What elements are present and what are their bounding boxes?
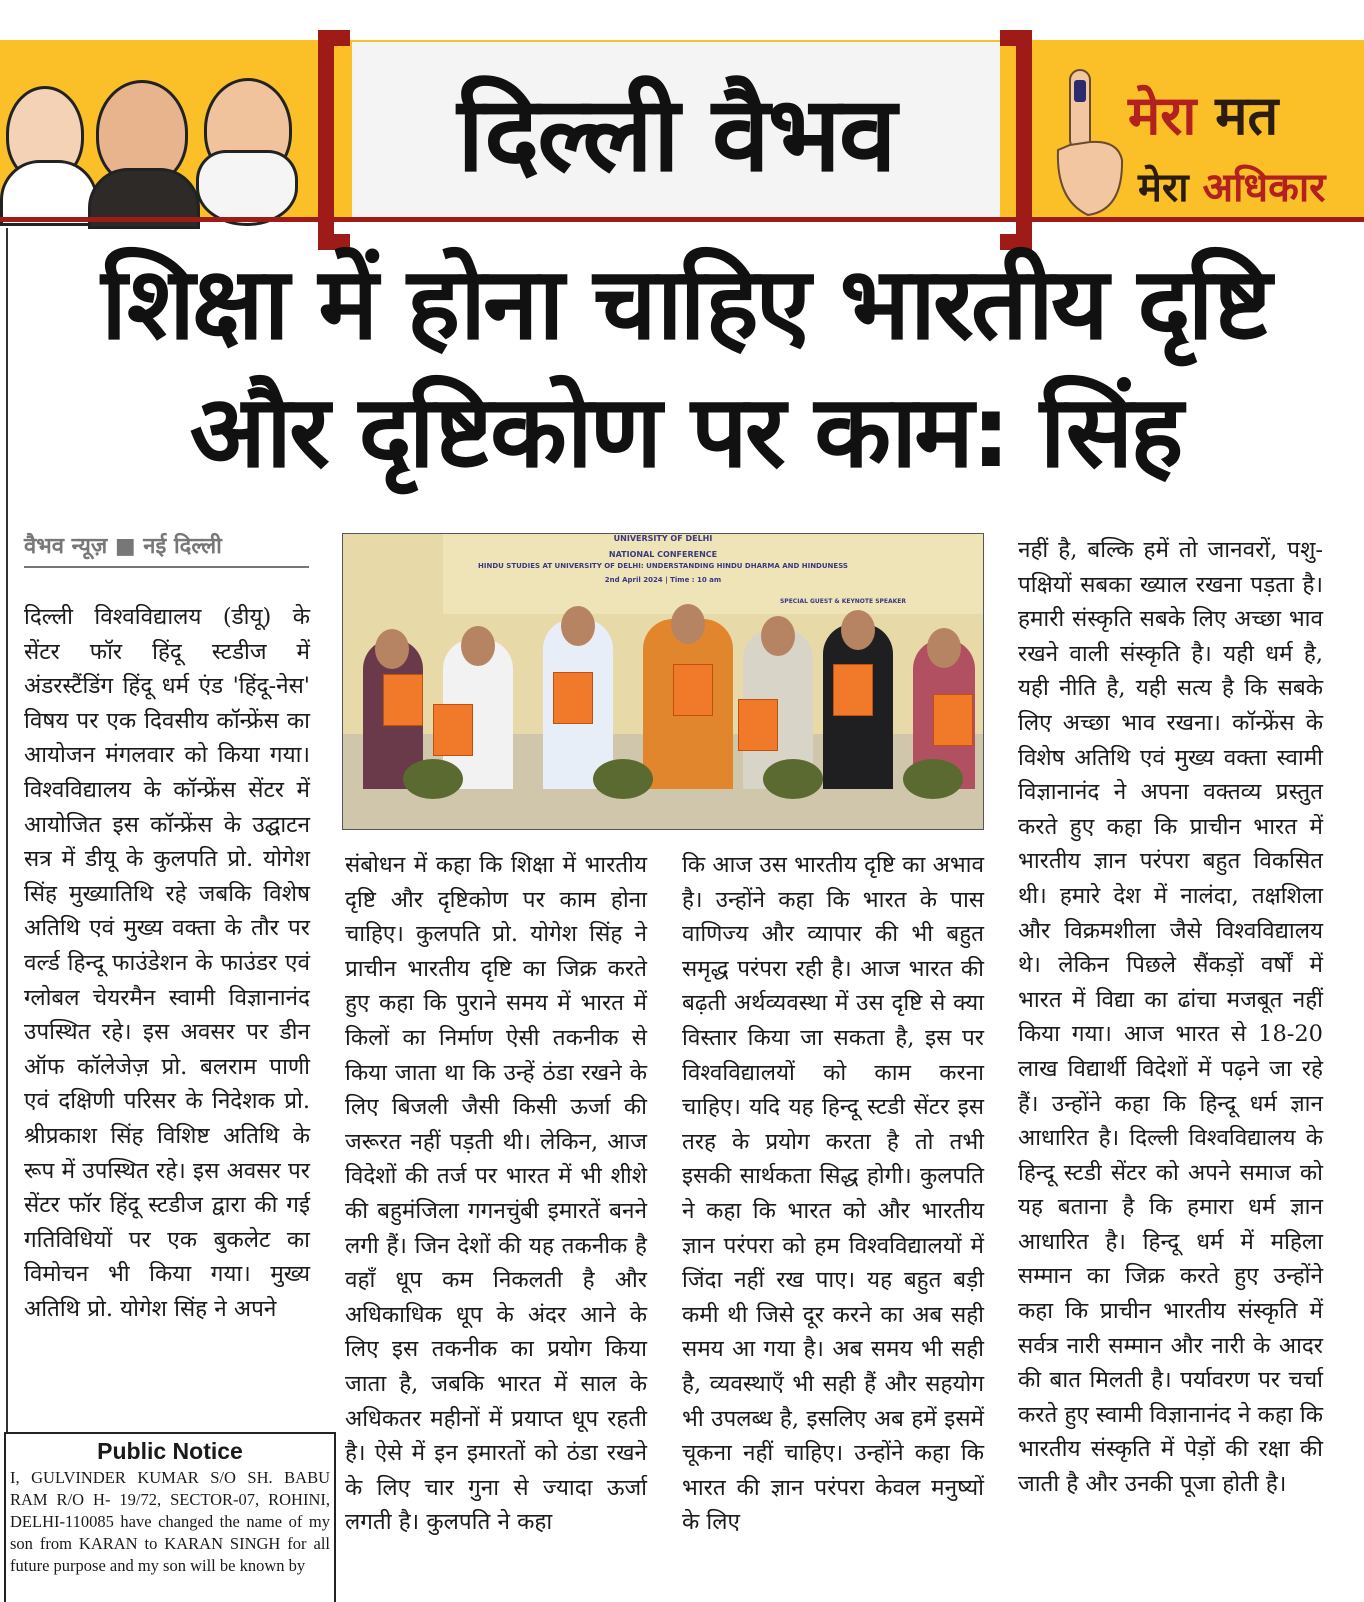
flower-pot	[903, 759, 963, 799]
banner-conference: NATIONAL CONFERENCE	[608, 550, 718, 559]
person-head	[761, 616, 795, 656]
vote-campaign-logo	[1048, 40, 1364, 218]
booklet	[383, 674, 423, 726]
headline-line-1: शिक्षा में होना चाहिए भारतीय दृष्टि	[101, 245, 1269, 362]
flower-pot	[403, 759, 463, 799]
public-notice-body: I, GULVINDER KUMAR S/O SH. BABU RAM R/O H- 19/72, SECTOR-07, ROHINI, DELHI-110085 have changed the name of my son from KARAN to KARAN SINGH for all future purpose and my son will be known by	[10, 1468, 330, 1575]
booklet	[833, 664, 873, 716]
banner-university: UNIVERSITY OF DELHI	[613, 534, 713, 543]
article-column-1: दिल्ली विश्वविद्यालय (डीयू) के सेंटर फॉर हिंदू स्टडीज में अंडरस्टैंडिंग हिंदू धर्म एंड 'हिंदू-नेस' विषय पर एक दिवसीय कॉन्फ्रेंस का आयोजन मंगलवार को किया गया। विश्वविद्यालय के कॉन्फ्रेंस सेंटर में आयोजित इस कॉन्फ्रेंस के उद्घाटन सत्र में डीयू के कुलपति प्रो. योगेश सिंह मुख्यातिथि रहे जबकि विशेष अतिथि एवं मुख्य वक्ता के तौर पर वर्ल्ड हिन्दू फाउंडेशन के फाउंडर एवं ग्लोबल चेयरमैन स्वामी विज्ञानानंद उपस्थित रहे। इस अवसर पर डीन ऑफ कॉलेजेज़ प्रो. बलराम पाणी एवं दक्षिणी परिसर के निदेशक प्रो. श्रीप्रकाश सिंह विशिष्ट अतिथि के रूप में उपस्थित रहे। इस अवसर पर सेंटर फॉर हिंदू स्टडीज द्वारा की गई गतिविधियों पर एक बुकलेट का विमोचन भी किया गया। मुख्य अतिथि प्रो. योगेश सिंह ने अपने	[24, 604, 310, 1322]
person-head	[671, 604, 705, 644]
flower-pot	[763, 759, 823, 799]
public-notice-title: Public Notice	[97, 1438, 243, 1464]
booklet	[673, 664, 713, 716]
masthead-title: दिल्ली वैभव	[457, 72, 895, 195]
person-head	[927, 628, 961, 668]
flower-pot	[593, 759, 653, 799]
article-column-4: नहीं है, बल्कि हमें तो जानवरों, पशु-पक्षियों सबका ख्याल रखना पड़ता है। हमारी संस्कृति सबके लिए अच्छा भाव रखने वाली संस्कृति है। यही धर्म है, यही नीति है, यही सत्य है कि सबके लिए अच्छा भाव रखना। कॉन्फ्रेंस के विशेष अतिथि एवं मुख्य वक्ता स्वामी विज्ञानानंद ने अपना वक्तव्य प्रस्तुत करते हुए कहा कि प्राचीन भारत में भारतीय ज्ञान परंपरा बहुत विकसित थी। हमारे देश में नालंदा, तक्षशिला और विक्रमशीला जैसे विश्वविद्यालय थे। लेकिन पिछले सैंकड़ों वर्षों में भारत में विद्या का ढांचा मजबूत नहीं किया गया। आज भारत से 18-20 लाख विद्यार्थी विदेशों में पढ़ने जा रहे हैं। उन्होंने कहा कि हिन्दू धर्म ज्ञान आधारित है। दिल्ली विश्वविद्यालय के हिन्दू स्टडी सेंटर को अपने समाज को यह बताना है कि हमारा धर्म ज्ञान आधारित है। हिन्दू धर्म में महिला सम्मान का जिक्र करते हुए उन्होंने कहा कि प्राचीन भारतीय संस्कृति में सर्वत्र नारी सम्मान और नारी के आदर की बात मिलती है। पर्यावरण पर चर्चा करते हुए स्वामी विज्ञानानंद ने कहा कि भारतीय संस्कृति में पेड़ों की रक्षा की जाती है और उनकी पूजा होती है।	[1018, 537, 1323, 1498]
booklet	[738, 699, 778, 751]
byline: वैभव न्यूज़ ■ नई दिल्ली	[24, 530, 309, 568]
person-head	[841, 610, 875, 650]
booklet	[933, 694, 973, 746]
left-column-rule	[6, 228, 8, 1434]
article-headline	[20, 240, 1350, 496]
slogan-mera-1: मेरा	[1128, 84, 1197, 147]
person-head	[375, 629, 409, 669]
article-column-3: कि आज उस भारतीय दृष्टि का अभाव है। उन्होंने कहा कि भारत के पास वाणिज्य और व्यापार की भी बहुत समृद्ध परंपरा रही है। आज भारत की बढ़ती अर्थव्यवस्था में उस दृष्टि से क्या विस्तार किया जा सकता है, इस पर विश्वविद्यालयों को काम करना चाहिए। यदि यह हिन्दू स्टडी सेंटर इस तरह के प्रयोग करता है तो तभी इसकी सार्थकता सिद्ध होगी। कुलपति ने कहा कि भारत को और भारतीय ज्ञान परंपरा को हम विश्वविद्यालयों में जिंदा नहीं रख पाए। यह बहुत बड़ी कमी थी जिसे दूर करने का अब सही समय आ गया है। अब समय भी सही है, व्यवस्थाएँ भी सही हैं और सहयोग भी उपलब्ध है, इसलिए अब हमें इसमें चूकना नहीं चाहिए। उन्होंने कहा कि भारत की ज्ञान परंपरा केवल मनुष्यों के लिए	[682, 852, 984, 1536]
banner-date: 2nd April 2024 | Time : 10 am	[604, 576, 722, 584]
masthead-rule	[0, 217, 1364, 222]
leaders-caricature-illustration	[0, 60, 300, 215]
booklet	[553, 672, 593, 724]
article-column-2: संबोधन में कहा कि शिक्षा में भारतीय दृष्टि और दृष्टिकोण पर काम होना चाहिए। कुलपति प्रो. योगेश सिंह ने प्राचीन भारतीय दृष्टि का जिक्र करते हुए कहा कि पुराने समय में भारत में किलों का निर्माण ऐसी तकनीक से किया जाता था कि उन्हें ठंडा रखने के लिए बिजली जैसी किसी ऊर्जा की जरूरत नहीं पड़ती थी। लेकिन, आज विदेशों की तर्ज पर भारत में भी शीशे की बहुमंजिला गगनचुंबी इमारतें बनने लगी हैं। जिन देशों की यह तकनीक है वहाँ धूप कम निकलती है और अधिकाधिक धूप के अंदर आने के लिए इस तकनीक का प्रयोग किया जाता है, जबकि भारत में साल के अधिकतर महीनों में प्रयाप्त धूप रहती है। ऐसे में इन इमारतों को ठंडा रखने के लिए चार गुना से ज्यादा ऊर्जा लगती है। कुलपति ने कहा	[345, 852, 647, 1536]
masthead-title-box	[352, 42, 1000, 218]
headline-line-2: और दृष्टिकोण पर काम: सिंह	[189, 373, 1181, 490]
person-head	[461, 626, 495, 666]
banner-theme: HINDU STUDIES AT UNIVERSITY OF DELHI: UNDERSTANDING HINDU DHARMA AND HINDUNESS	[478, 562, 848, 570]
slogan-mera-2: मेरा	[1138, 165, 1189, 211]
event-photo	[342, 533, 984, 830]
slogan-adhikar: अधिकार	[1202, 165, 1326, 211]
person-head	[561, 606, 595, 646]
slogan-mat: मत	[1215, 84, 1279, 147]
banner-guest-label: SPECIAL GUEST & KEYNOTE SPEAKER	[779, 598, 907, 605]
public-notice-box	[4, 1432, 336, 1602]
inked-finger-icon	[1048, 50, 1128, 220]
booklet	[433, 704, 473, 756]
